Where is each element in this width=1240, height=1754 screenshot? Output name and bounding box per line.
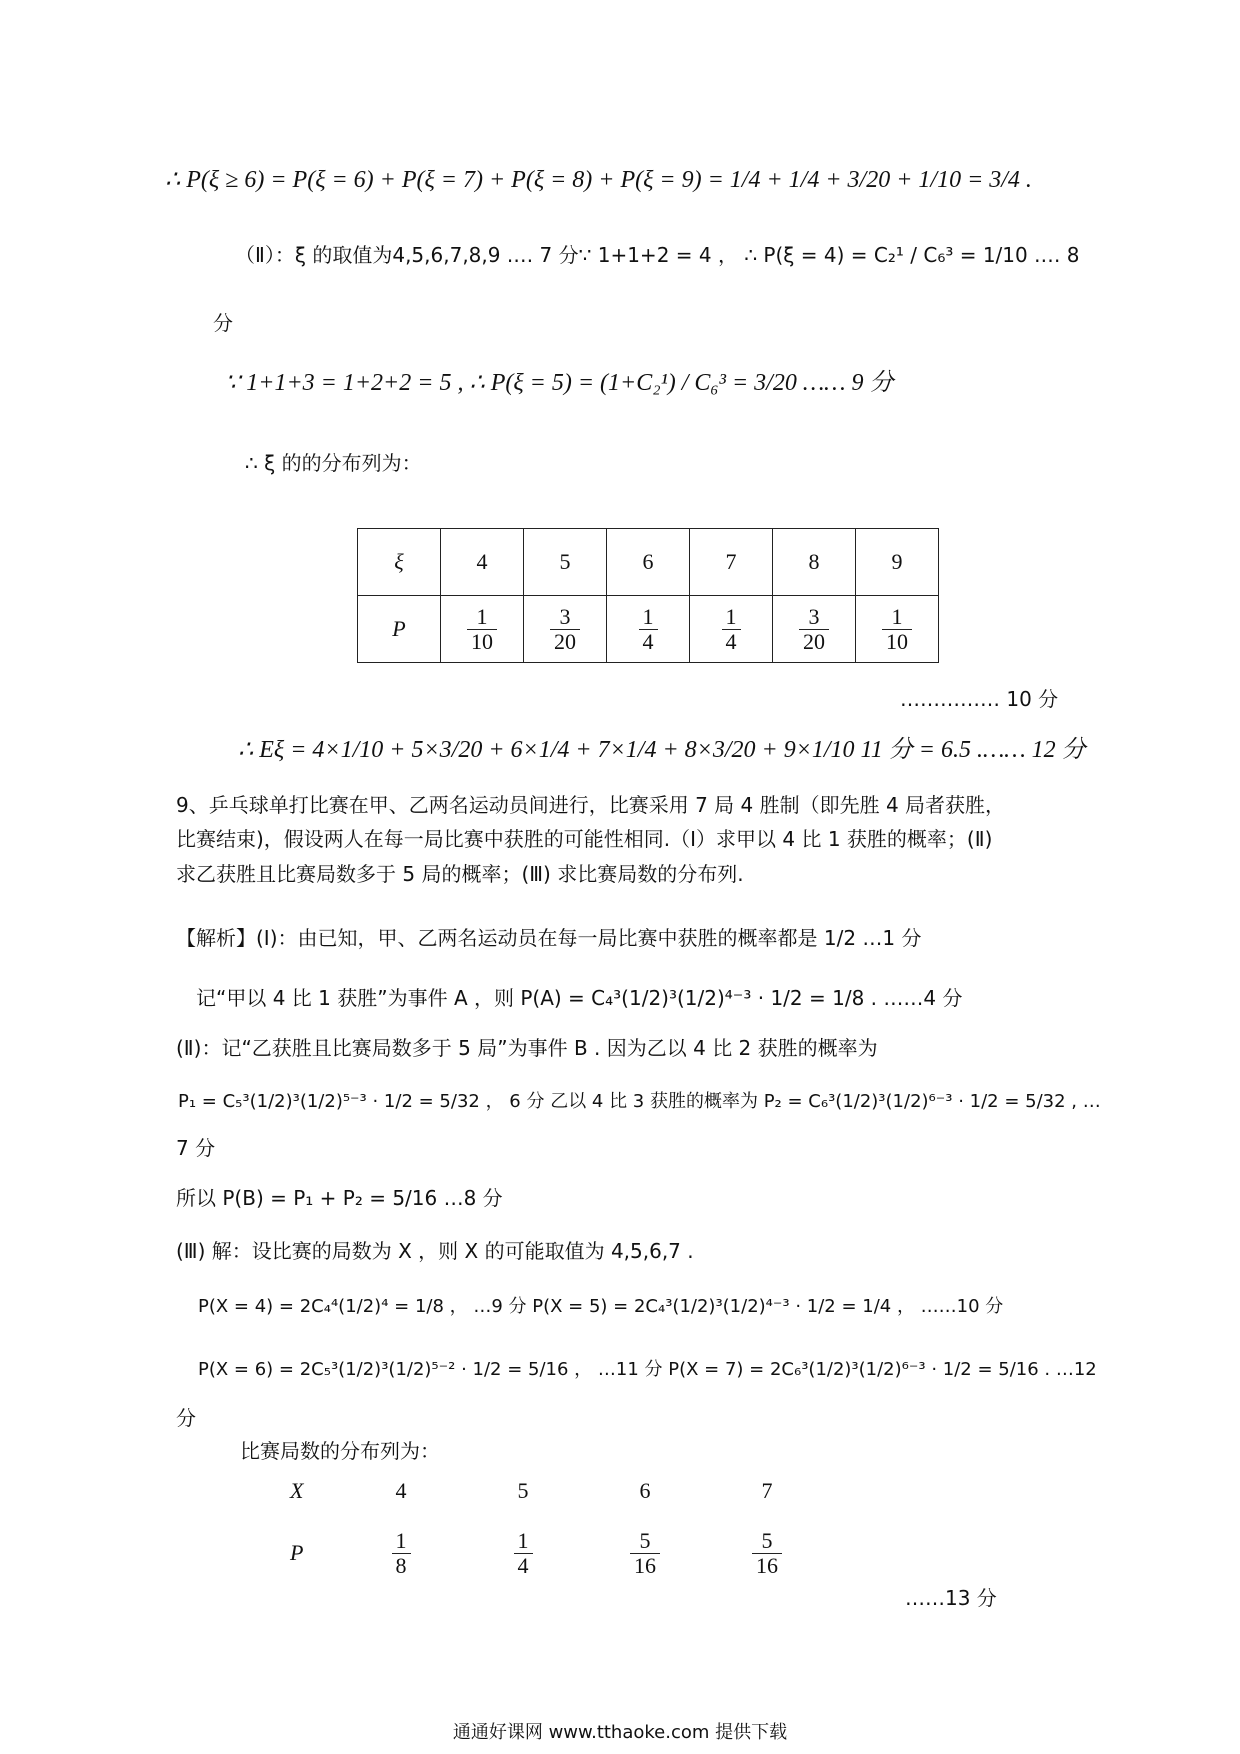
part-ii-values: （Ⅱ）：ξ 的取值为4,5,6,7,8,9 .… 7 分∵ 1+1+2 = 4 ， ∴ P(ξ = 4) = C₂¹ / C₆³ = 1/10 .… 8 bbox=[235, 243, 1080, 267]
denominator: 16 bbox=[634, 1552, 656, 1578]
solution-part-i: 【解析】(Ⅰ)：由已知，甲、乙两名运动员在每一局比赛中获胜的概率都是 1/2 …1 分 bbox=[176, 926, 922, 950]
table-cell bbox=[441, 596, 524, 663]
fraction bbox=[722, 605, 741, 652]
equation-p-ge-6: ∴ P(ξ ≥ 6) = P(ξ = 6) + P(ξ = 7) + P(ξ = 8) + P(ξ = 9) = 1/4 + 1/4 + 3/20 + 1/10 = 3/4 . bbox=[165, 167, 1032, 193]
fraction bbox=[639, 605, 658, 652]
table-header-cell: X bbox=[290, 1478, 304, 1503]
table-cell: 6 bbox=[639, 1478, 651, 1503]
table-cell bbox=[773, 596, 856, 663]
numerator: 1 bbox=[882, 605, 912, 629]
denominator: 20 bbox=[554, 628, 576, 654]
numerator: 3 bbox=[550, 605, 580, 629]
numerator: 1 bbox=[467, 605, 497, 629]
denominator: 16 bbox=[756, 1552, 778, 1578]
denominator: 10 bbox=[471, 628, 493, 654]
table-cell: 6 bbox=[607, 529, 690, 596]
table-cell bbox=[340, 1529, 462, 1576]
table-cell: 5 bbox=[517, 1478, 529, 1503]
table-cell bbox=[584, 1529, 706, 1576]
denominator: 10 bbox=[886, 628, 908, 654]
solution-p-b: 所以 P(B) = P₁ + P₂ = 5/16 …8 分 bbox=[176, 1186, 503, 1210]
score-13: ……13 分 bbox=[905, 1586, 997, 1610]
numerator: 1 bbox=[722, 605, 741, 629]
table-cell bbox=[607, 596, 690, 663]
table-cell bbox=[856, 596, 939, 663]
denominator: 20 bbox=[803, 628, 825, 654]
solution-event-a: 记“甲以 4 比 1 获胜”为事件 A ，则 P(A) = C₄³(1/2)³(1/2)⁴⁻³ · 1/2 = 1/8 . ……4 分 bbox=[196, 986, 963, 1010]
numerator: 1 bbox=[392, 1529, 411, 1553]
question-9-line-2: 比赛结束)，假设两人在每一局比赛中获胜的可能性相同.（Ⅰ）求甲以 4 比 1 获胜的概率；(Ⅱ) bbox=[176, 827, 993, 851]
denominator: 4 bbox=[642, 628, 654, 654]
table-row bbox=[290, 1522, 828, 1584]
solution-part-ii: (Ⅱ)：记“乙获胜且比赛局数多于 5 局”为事件 B . 因为乙以 4 比 2 获胜的概率为 bbox=[176, 1036, 878, 1060]
equation-expectation: ∴ Eξ = 4×1/10 + 5×3/20 + 6×1/4 + 7×1/4 + 8×3/20 + 9×1/10 11 分 = 6.5 .…… 12 分 bbox=[238, 737, 1086, 763]
table-cell bbox=[524, 596, 607, 663]
score-10: …………… 10 分 bbox=[900, 687, 1059, 711]
text-7-fen: 7 分 bbox=[176, 1136, 216, 1160]
table-cell bbox=[462, 1529, 584, 1576]
table-cell: 7 bbox=[761, 1478, 773, 1503]
fraction bbox=[467, 605, 497, 652]
fraction bbox=[630, 1529, 660, 1576]
fraction bbox=[882, 605, 912, 652]
fraction bbox=[752, 1529, 782, 1576]
numerator: 1 bbox=[514, 1529, 533, 1553]
denominator: 4 bbox=[725, 628, 737, 654]
question-9-line-3: 求乙获胜且比赛局数多于 5 局的概率；(Ⅲ) 求比赛局数的分布列. bbox=[176, 862, 744, 886]
denominator: 8 bbox=[395, 1552, 407, 1578]
numerator: 5 bbox=[630, 1529, 660, 1553]
table-header-cell: P bbox=[290, 1540, 304, 1565]
footer-source: 通通好课网 www.tthaoke.com 提供下载 bbox=[452, 1722, 788, 1743]
solution-part-iii: (Ⅲ) 解：设比赛的局数为 X ，则 X 的可能取值为 4,5,6,7 . bbox=[176, 1239, 694, 1263]
table-cell bbox=[690, 596, 773, 663]
solution-p-x-6-7: P(X = 6) = 2C₅³(1/2)³(1/2)⁵⁻² · 1/2 = 5/16 ， …11 分 P(X = 7) = 2C₆³(1/2)³(1/2)⁶⁻³ · 1/2 = 5/16 . …12 bbox=[198, 1359, 1097, 1380]
numerator: 5 bbox=[752, 1529, 782, 1553]
table-row bbox=[358, 529, 939, 596]
table-cell: 8 bbox=[773, 529, 856, 596]
denominator: 4 bbox=[517, 1552, 529, 1578]
fraction bbox=[550, 605, 580, 652]
fraction bbox=[514, 1529, 533, 1576]
numerator: 1 bbox=[639, 605, 658, 629]
solution-p-x-4-5: P(X = 4) = 2C₄⁴(1/2)⁴ = 1/8 ， …9 分 P(X = 5) = 2C₄³(1/2)³(1/2)⁴⁻³ · 1/2 = 1/4 ， ……10 分 bbox=[198, 1296, 1004, 1317]
fraction bbox=[392, 1529, 411, 1576]
distribution-heading-2: 比赛局数的分布列为： bbox=[240, 1439, 440, 1463]
distribution-table-xi bbox=[357, 528, 939, 663]
table-cell: 5 bbox=[524, 529, 607, 596]
table-cell: 7 bbox=[690, 529, 773, 596]
table-cell bbox=[706, 1529, 828, 1576]
table-cell: 9 bbox=[856, 529, 939, 596]
equation-p-eq-5: ∵ 1+1+3 = 1+2+2 = 5 , ∴ P(ξ = 5) = (1+C₂¹) / C₆³ = 3/20 …… 9 分 bbox=[225, 370, 894, 396]
text-fen: 分 bbox=[213, 311, 233, 335]
fraction bbox=[799, 605, 829, 652]
solution-p1-p2: P₁ = C₅³(1/2)³(1/2)⁵⁻³ · 1/2 = 5/32 ， 6 分 乙以 4 比 3 获胜的概率为 P₂ = C₆³(1/2)³(1/2)⁶⁻³ · 1/2 = 5/32 , … bbox=[178, 1091, 1101, 1112]
table-row bbox=[358, 596, 939, 663]
table-cell: 4 bbox=[441, 529, 524, 596]
numerator: 3 bbox=[799, 605, 829, 629]
table-header-cell: P bbox=[358, 596, 441, 663]
table-row bbox=[290, 1460, 828, 1522]
distribution-heading: ∴ ξ 的的分布列为： bbox=[245, 451, 422, 475]
question-9-line-1: 9、乒乓球单打比赛在甲、乙两名运动员间进行，比赛采用 7 局 4 胜制（即先胜 4 局者获胜， bbox=[176, 793, 1006, 817]
table-cell: 4 bbox=[395, 1478, 407, 1503]
distribution-table-x bbox=[290, 1460, 828, 1584]
text-fen-2: 分 bbox=[176, 1406, 196, 1430]
table-header-cell: ξ bbox=[358, 529, 441, 596]
